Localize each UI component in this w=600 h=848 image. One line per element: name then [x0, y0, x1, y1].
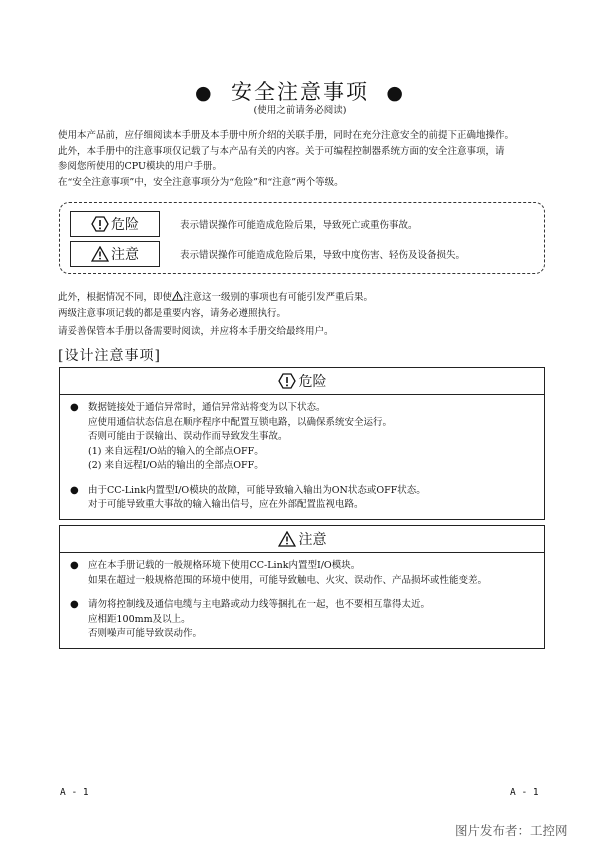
keep-manual-note: 请妥善保管本手册以备需要时阅读，并应将本手册交给最终用户。: [58, 326, 334, 337]
item-line: 应使用通信状态信息在顺序程序中配置互锁电路，以确保系统安全运行。: [88, 416, 393, 428]
item-line: 应相距100mm及以上。: [88, 613, 191, 625]
bullet: ●: [70, 402, 79, 413]
item-line: 应在本手册记载的一般规格环境下使用CC-Link内置型I/O模块。: [88, 560, 361, 571]
note-text-after: 注意这一级别的事项也有可能引发严重后果。: [183, 292, 374, 303]
item-line: 数据链接处于通信异常时，通信异常站将变为以下状态。: [88, 402, 326, 413]
caution-triangle-icon: [278, 531, 296, 547]
page-number-right: A - 1: [510, 787, 539, 798]
danger-box-body: [60, 395, 544, 513]
item-line: 否则噪声可能导致误动作。: [88, 628, 203, 639]
caution-item: [68, 559, 536, 588]
item-line: (2) 来自远程I/O站的输出的全部点OFF。: [88, 460, 264, 471]
hazard-levels-legend: [59, 202, 545, 274]
title-text: 安全注意事项: [231, 80, 369, 104]
danger-exclamation-icon: [278, 373, 296, 389]
danger-level-description: 表示错误操作可能造成危险后果，导致死亡或重伤事故。: [180, 220, 418, 231]
publisher-watermark: 图片发布者：工控网: [455, 823, 568, 838]
bullet: ●: [70, 484, 79, 496]
title-bullet-right: ●: [386, 82, 405, 104]
intro-paragraph: [58, 128, 558, 190]
caution-level-text: 注意: [111, 247, 139, 263]
page-subtitle: (使用之前请务必阅读): [253, 105, 347, 116]
caution-box: [59, 525, 545, 649]
intro-line: 使用本产品前，应仔细阅读本手册及本手册中所介绍的关联手册，同时在充分注意安全的前提下正确地操作。: [58, 130, 515, 141]
danger-box-header: [60, 368, 544, 395]
caution-item: [68, 598, 536, 642]
note-text-before: 此外，根据情况不同，即使: [58, 292, 173, 303]
caution-triangle-icon: [91, 246, 109, 262]
intro-line: 此外，本手册中的注意事项仅记载了与本产品有关的内容。关于可编程控制器系统方面的安全注意事项，请: [58, 145, 505, 157]
page-number-left: A - 1: [60, 787, 89, 798]
caution-level-label: [70, 241, 160, 267]
danger-item: [68, 484, 536, 513]
danger-level-label: [70, 211, 160, 237]
bullet: ●: [70, 560, 79, 571]
intro-line: 参阅您所使用的CPU模块的用户手册。: [58, 161, 223, 172]
intro-line: 在“安全注意事项”中，安全注意事项分为“危险”和“注意”两个等级。: [58, 176, 344, 188]
caution-level-description: 表示错误操作可能造成危险后果，导致中度伤害、轻伤及设备损失。: [180, 250, 466, 261]
danger-box: [59, 367, 545, 520]
item-line: 由于CC-Link内置型I/O模块的故障，可能导致输入输出为ON状态或OFF状态。: [88, 484, 426, 496]
item-line: 对于可能导致重大事故的输入输出信号，应在外部配置监视电路。: [88, 499, 364, 510]
section-heading: [设计注意事项]: [58, 348, 161, 364]
title-bullet-left: ●: [195, 82, 214, 104]
danger-box-title: 危险: [298, 374, 327, 390]
caution-box-header: [60, 526, 544, 553]
item-line: 否则可能由于误输出、误动作而导致发生事故。: [88, 431, 288, 442]
danger-exclamation-icon: [91, 216, 109, 232]
note-line: [58, 290, 558, 306]
item-line: 请勿将控制线及通信电缆与主电路或动力线等捆扎在一起，也不要相互靠得太近。: [88, 599, 431, 610]
danger-level-text: 危险: [111, 217, 139, 233]
item-line: (1) 来自远程I/O站的输入的全部点OFF。: [88, 445, 264, 457]
notes-paragraph: [58, 290, 558, 321]
caution-box-title: 注意: [298, 532, 327, 548]
bullet: ●: [70, 599, 79, 610]
note-line: 两级注意事项记载的都是重要内容，请务必遵照执行。: [58, 307, 287, 319]
danger-item: [68, 401, 536, 474]
caution-triangle-icon: [172, 291, 183, 301]
caution-box-body: [60, 553, 544, 642]
item-line: 如果在超过一般规格范围的环境中使用，可能导致触电、火灾、误动作、产品损坏或性能变差。: [88, 574, 488, 586]
